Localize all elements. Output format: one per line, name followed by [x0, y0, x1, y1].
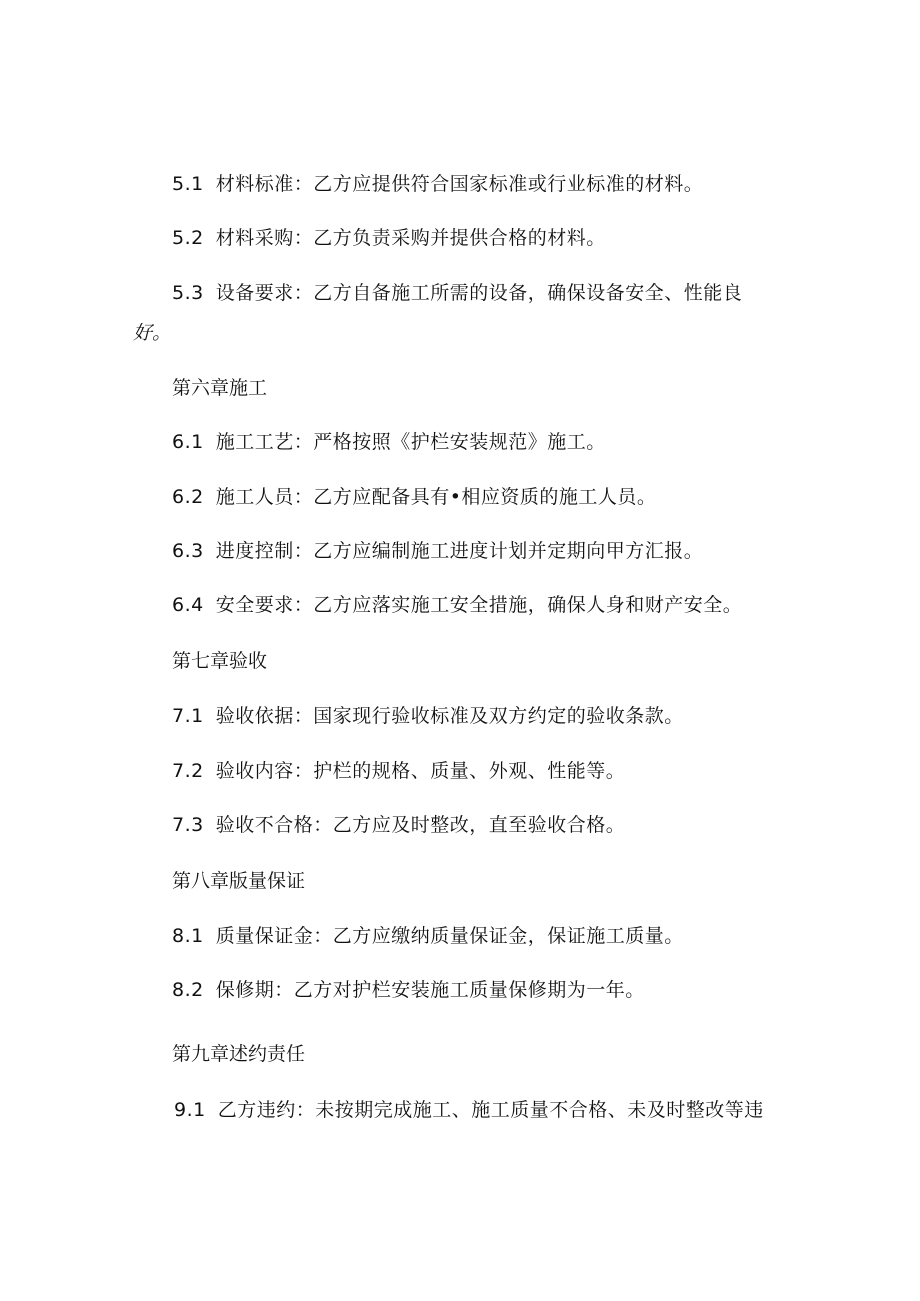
- chapter-heading-7: 第七章验收: [172, 650, 268, 672]
- clause-number: 5.1: [172, 173, 204, 195]
- clause-text: 施工工艺：严格按照《护栏安装规范》施工。: [215, 431, 606, 453]
- clause-text: 验收不合格：乙方应及时整改，直至验收合格。: [215, 814, 626, 836]
- clause-5-3-continuation: 好。: [133, 322, 172, 344]
- clause-5-3: [172, 280, 742, 306]
- clause-7-2: [172, 758, 625, 784]
- clause-6-2: [172, 484, 656, 510]
- clause-text: 保修期：乙方对护栏安装施工质量保修期为一年。: [215, 979, 645, 1001]
- clause-number: 6.2: [172, 486, 204, 508]
- clause-5-1: [172, 171, 703, 197]
- clause-9-1: [174, 1097, 764, 1123]
- clause-text: 验收依据：国家现行验收标准及双方约定的验收条款。: [215, 705, 684, 727]
- clause-text: 材料标准：乙方应提供符合国家标准或行业标准的材料。: [215, 173, 704, 195]
- chapter-heading-6: 第六章施工: [172, 377, 268, 399]
- clause-7-1: [172, 703, 684, 729]
- clause-text: 进度控制：乙方应编制施工进度计划并定期向甲方汇报。: [215, 540, 704, 562]
- clause-text: 乙方违约：未按期完成施工、施工质量不合格、未及时整改等违: [217, 1099, 764, 1121]
- clause-7-3: [172, 812, 625, 838]
- clause-6-4: [172, 592, 742, 618]
- clause-number: 5.3: [172, 282, 204, 304]
- clause-number: 7.3: [172, 814, 204, 836]
- clause-text: 安全要求：乙方应落实施工安全措施，确保人身和财产安全。: [215, 594, 743, 616]
- clause-8-2: [172, 977, 645, 1003]
- clause-number: 9.1: [174, 1099, 206, 1121]
- clause-number: 7.2: [172, 760, 204, 782]
- chapter-heading-9: 第九章述约责任: [172, 1043, 306, 1065]
- clause-number: 6.1: [172, 431, 204, 453]
- clause-text: 材料采购：乙方负责采购并提供合格的材料。: [215, 227, 606, 249]
- clause-8-1: [172, 923, 684, 949]
- clause-5-2: [172, 225, 606, 251]
- clause-6-3: [172, 538, 703, 564]
- chapter-heading-8: 第八章版量保证: [172, 870, 306, 892]
- clause-text: 质量保证金：乙方应缴纳质量保证金，保证施工质量。: [215, 925, 684, 947]
- clause-number: 7.1: [172, 705, 204, 727]
- clause-number: 8.2: [172, 979, 204, 1001]
- clause-text: 设备要求：乙方自备施工所需的设备，确保设备安全、性能良: [215, 282, 743, 304]
- clause-text: 施工人员：乙方应配备具有•相应资质的施工人员。: [215, 486, 657, 508]
- clause-text: 验收内容：护栏的规格、质量、外观、性能等。: [215, 760, 626, 782]
- clause-number: 8.1: [172, 925, 204, 947]
- clause-number: 6.3: [172, 540, 204, 562]
- clause-number: 5.2: [172, 227, 204, 249]
- clause-6-1: [172, 429, 606, 455]
- clause-number: 6.4: [172, 594, 204, 616]
